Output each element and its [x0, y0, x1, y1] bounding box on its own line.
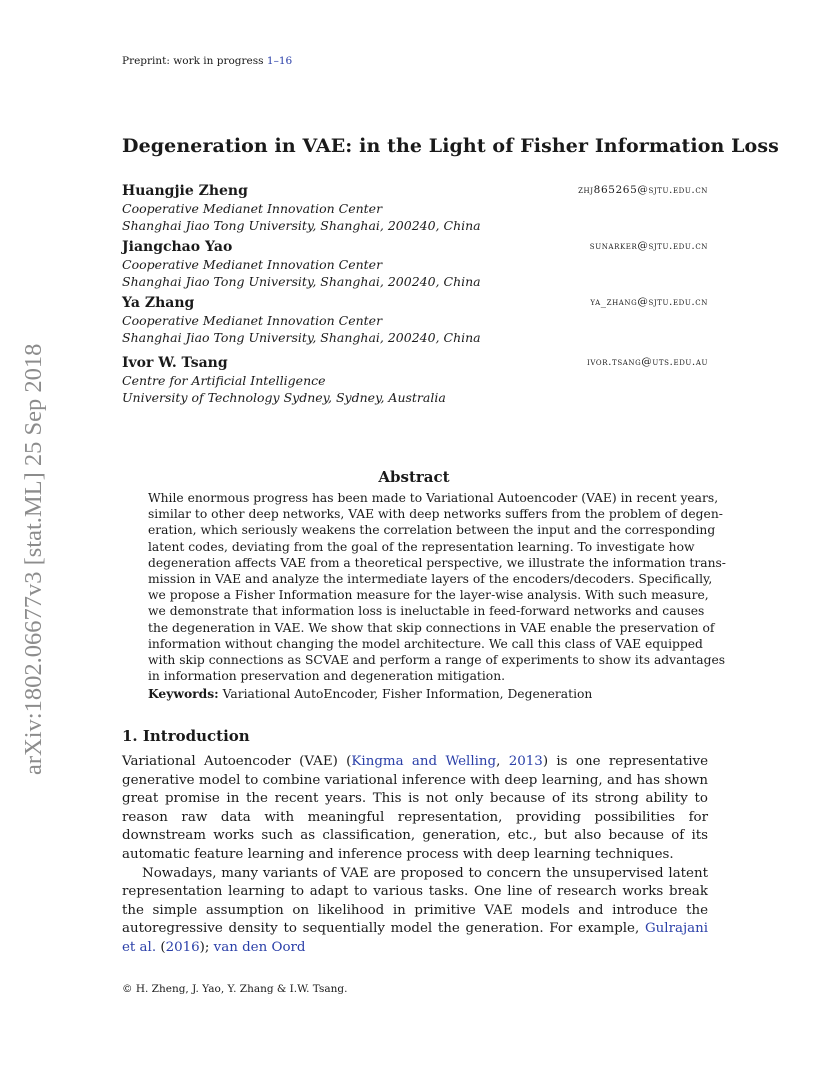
page-range-link[interactable]: 1–16 — [266, 55, 293, 67]
citation-link[interactable]: Kingma and Welling — [351, 754, 497, 769]
intro-paragraph-2 — [122, 865, 708, 958]
abstract-line: information without changing the model architecture. We call this class of VAE equipped — [148, 636, 703, 651]
paragraph-text: Variational Autoencoder (VAE) ( — [122, 754, 352, 769]
intro-paragraph-1 — [122, 753, 708, 865]
abstract-line: degeneration affects VAE from a theoretical perspective, we illustrate the information trans- — [148, 555, 726, 570]
paragraph-text: ( — [156, 939, 166, 955]
section-heading-introduction: 1. Introduction — [122, 727, 250, 745]
abstract-line: we demonstrate that information loss is ineluctable in feed-forward networks and causes — [148, 604, 705, 619]
paper-title: Degeneration in VAE: in the Light of Fisher Information Loss — [122, 135, 779, 157]
abstract-line: similar to other deep networks, VAE with deep networks suffers from the problem of degen- — [148, 507, 723, 522]
paragraph-text: ); — [199, 939, 214, 955]
keywords-label: Keywords: — [148, 686, 219, 701]
author-block-3 — [122, 294, 708, 346]
introduction-body — [122, 753, 708, 958]
author-affiliation: Cooperative Medianet Innovation Center — [122, 313, 383, 328]
abstract-line: in information preservation and degeneration mitigation. — [148, 669, 506, 684]
author-block-2 — [122, 238, 708, 290]
author-affiliation: Shanghai Jiao Tong University, Shanghai, 200240, China — [122, 274, 481, 289]
paragraph-text: ) is one representative generative model to combine variational inference with deep learning, and has shown great promise in the recent years. This is not only because of its strong ability to reason raw data with meaningful representation, providing possibilities for downstream works such as classification, generation, etc., but also because of its automatic feature learning and inference process with deep learning techniques. — [122, 754, 709, 862]
author-email: ya_zhang@sjtu.edu.cn — [590, 296, 708, 308]
abstract-heading: Abstract — [378, 468, 450, 486]
author-name: Ya Zhang — [122, 295, 195, 311]
citation-link[interactable]: van den Oord — [213, 939, 306, 955]
author-block-4 — [122, 354, 708, 406]
abstract-line: While enormous progress has been made to Variational Autoencoder (VAE) in recent years, — [148, 491, 719, 505]
author-affiliation: Cooperative Medianet Innovation Center — [122, 257, 383, 272]
abstract-line: the degeneration in VAE. We show that skip connections in VAE enable the preservation of — [148, 620, 715, 635]
abstract-line: mission in VAE and analyze the intermediate layers of the encoders/decoders. Specifically, — [148, 572, 713, 587]
abstract-line: eration, which seriously weakens the correlation between the input and the corresponding — [148, 523, 716, 538]
preprint-note — [122, 55, 292, 67]
citation-link[interactable]: Gulrajani et al. — [122, 921, 708, 955]
arxiv-identifier-stamp: arXiv:1802.06677v3 [stat.ML] 25 Sep 2018 — [20, 343, 47, 775]
abstract-line: latent codes, deviating from the goal of the representation learning. To investigate how — [148, 539, 695, 554]
author-affiliation: Cooperative Medianet Innovation Center — [122, 201, 383, 216]
author-affiliation: Shanghai Jiao Tong University, Shanghai, 200240, China — [122, 218, 481, 233]
author-block-1 — [122, 182, 708, 234]
paragraph-text: Nowadays, many variants of VAE are proposed to concern the unsupervised latent representation learning to adapt to various tasks. One line of research works break the simple assumption on likelihood in primitive VAE models and introduce the autoregressive density to sequentially model the generation. For example, — [122, 865, 708, 937]
keywords-list: Variational AutoEncoder, Fisher Information, Degeneration — [222, 687, 593, 701]
abstract-line: we propose a Fisher Information measure for the layer-wise analysis. With such measure, — [148, 588, 709, 603]
preprint-label: Preprint: work in progress — [122, 55, 264, 67]
citation-year-link[interactable]: 2016 — [165, 939, 200, 955]
author-affiliation: Centre for Artificial Intelligence — [122, 373, 326, 388]
author-name: Jiangchao Yao — [122, 239, 233, 255]
author-affiliation: University of Technology Sydney, Sydney, Australia — [122, 390, 446, 405]
author-affiliation: Shanghai Jiao Tong University, Shanghai, 200240, China — [122, 330, 481, 345]
abstract-body — [148, 490, 726, 684]
citation-year-link[interactable]: 2013 — [508, 754, 543, 769]
paragraph-text: , — [496, 754, 509, 769]
abstract-line: with skip connections as SCVAE and perform a range of experiments to show its advantages — [148, 653, 726, 668]
author-name: Ivor W. Tsang — [122, 355, 228, 371]
author-email: sunarker@sjtu.edu.cn — [589, 240, 708, 252]
copyright-footer: © H. Zheng, J. Yao, Y. Zhang & I.W. Tsang. — [122, 983, 348, 995]
keywords — [148, 686, 592, 701]
author-email: zhj865265@sjtu.edu.cn — [578, 184, 708, 196]
author-email: ivor.tsang@uts.edu.au — [587, 356, 708, 368]
author-name: Huangjie Zheng — [122, 183, 248, 199]
